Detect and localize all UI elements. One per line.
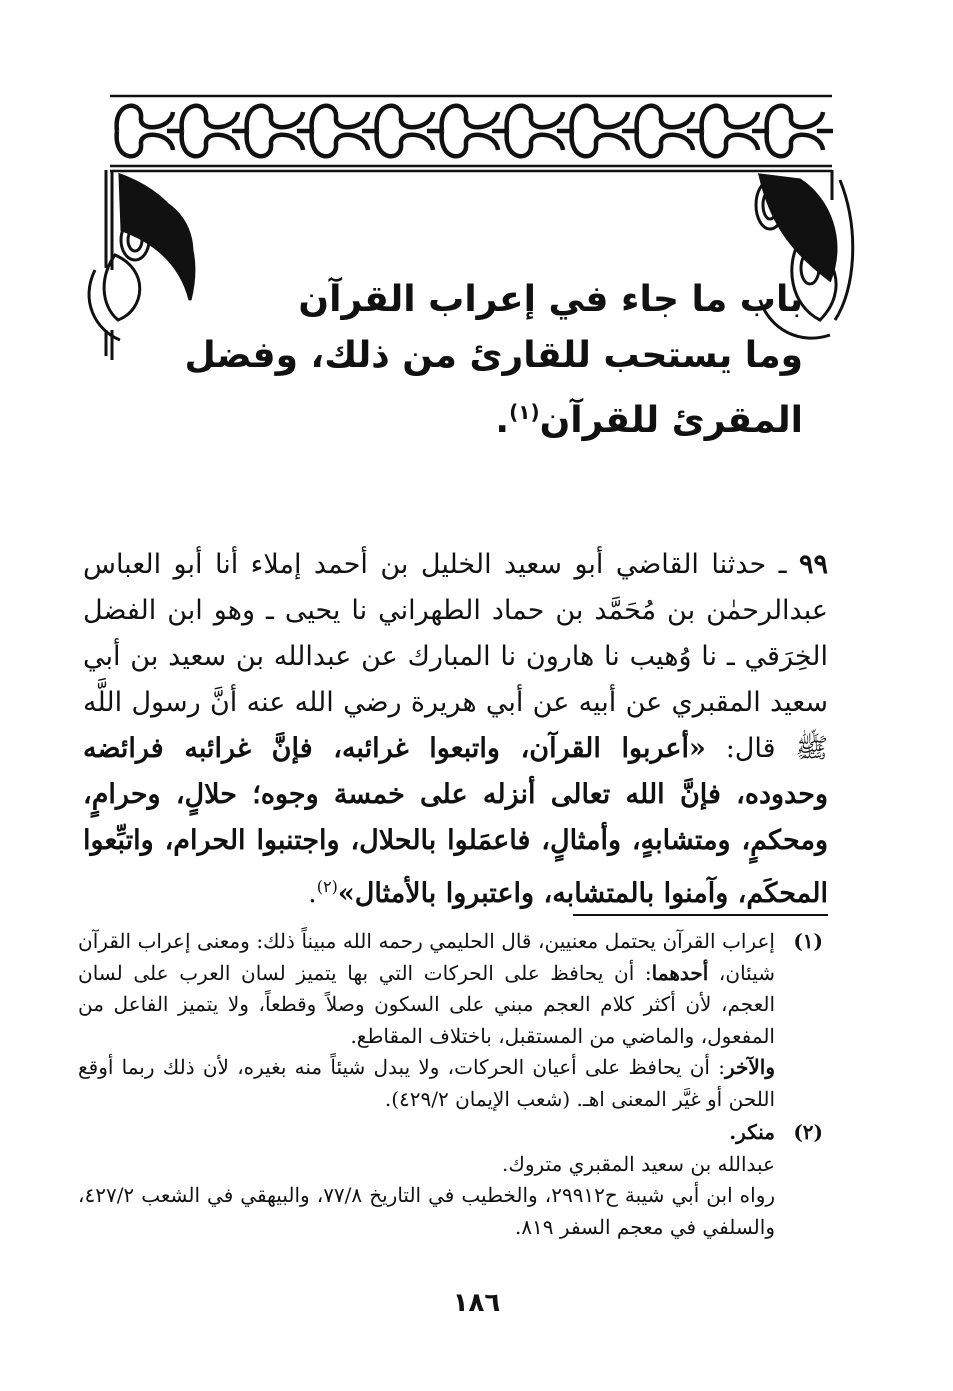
chapter-title bbox=[153, 272, 803, 449]
footnote-verdict: منكر. bbox=[729, 1120, 775, 1144]
chapter-title-text: وما يستحب للقارئ من ذلك، وفضل المقرئ للقرآن bbox=[184, 335, 803, 441]
footnote-text: عبدالله بن سعيد المقبري متروك. bbox=[502, 1151, 775, 1176]
hadith-isnad: ـ حدثنا القاضي أبو سعيد الخليل بن أحمد إملاء أنا أبو العباس عبدالرحمٰن بن مُحَمَّد بن حماد الطهراني نا يحيى ـ وهو ابن الفضل الخِرَقي ـ نا وُهيب نا هارون نا المبارك عن عبدالله بن سعيد بن أبي سعيد المقبري عن أبيه عن أبي هريرة رضي الله عنه أنَّ رسول اللَّه ﷺ قال: bbox=[83, 549, 828, 764]
footnote-text: رواه ابن أبي شيبة ح٢٩٩١٢، والخطيب في التاريخ ٧٧/٨، والبيهقي في الشعب ٤٢٧/٢، والسلفي في معجم السفر ٨١٩. bbox=[78, 1183, 776, 1239]
page-number: ١٨٦ bbox=[452, 1288, 501, 1318]
footnote-number: (٢) bbox=[793, 1120, 823, 1144]
footnote-text bbox=[78, 1052, 775, 1115]
footnote-intro: إعراب القرآن يحتمل معنيين، قال الحليمي رحمه الله مبيناً ذلك: ومعنى إعراب القرآن شيئان، bbox=[78, 929, 775, 985]
footnote-label: أحدهما bbox=[651, 960, 709, 985]
hadith-period: . bbox=[308, 878, 317, 909]
footnote-number: (١) bbox=[793, 929, 823, 953]
hadith-number: ٩٩ bbox=[798, 549, 828, 580]
hadith-matn: «أعربوا القرآن، واتبعوا غرائبه، فإنَّ غرائبه فرائضه وحدوده، فإنَّ الله تعالى أنزله على خمسة وجوه؛ حلالٍ، وحرامٍ، ومحكمٍ، ومتشابهٍ، وأمثالٍ، فاعمَلوا بالحلال، واجتنبوا الحرام، واتبِّعوا المحكَم، وآمنوا بالمتشابه، واعتبروا بالأمثال» bbox=[83, 733, 828, 909]
footnote-text-part: : أن يحافظ على أعيان الحركات، ولا يبدل شيئاً منه بغيره، لأن ذلك ربما أوقع اللحن أو غيَّر المعنى اهـ. (شعب الإيمان ٤٢٩/٢). bbox=[78, 1055, 775, 1111]
footnotes bbox=[78, 926, 823, 1243]
footnote-separator bbox=[573, 914, 828, 916]
chapter-title-line-1: باب ما جاء في إعراب القرآن bbox=[298, 279, 803, 320]
footnote-label: والآخر bbox=[724, 1055, 775, 1079]
footnote-text-part: : أن يحافظ على الحركات التي بها يتميز لسان العرب على لسان العجم، لأن أكثر كلام العجم مبني على السكون وصلاً وقطعاً، ولا يتميز الفاعل من المفعول، والماضي من المستقبل، باختلاف المقاطع. bbox=[78, 960, 775, 1048]
footnote-1 bbox=[78, 926, 823, 1115]
chapter-title-line-2 bbox=[153, 328, 803, 449]
footnote-2 bbox=[78, 1117, 823, 1243]
hadith-paragraph bbox=[83, 542, 828, 917]
footnote-reference: (٢) bbox=[316, 877, 338, 896]
chapter-title-period: . bbox=[495, 400, 510, 441]
footnote-text bbox=[78, 926, 775, 1052]
footnote-reference: (١) bbox=[509, 400, 540, 424]
